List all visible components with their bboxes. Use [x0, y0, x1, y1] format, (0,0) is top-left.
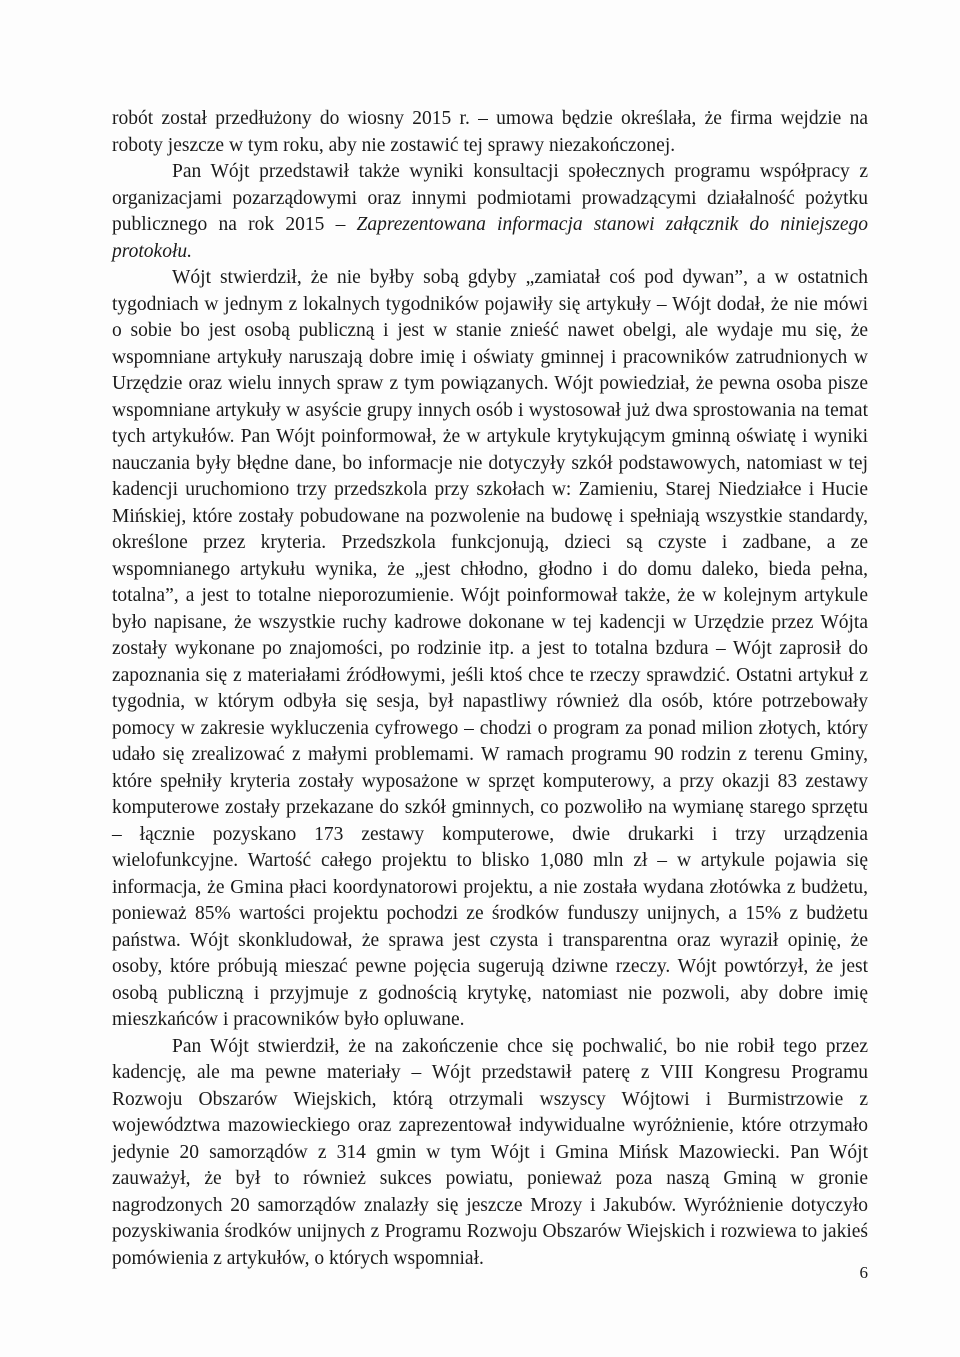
paragraph-4	[112, 1034, 868, 1273]
paragraph-3	[112, 265, 868, 1034]
paragraph-2-text: Pan Wójt przedstawił także wyniki konsultacji społecznych programu współpracy z organizacjami pozarządowymi oraz innymi podmiotami prowadzącymi działalność pożytku publicznego na rok 2015 –	[112, 161, 868, 235]
paragraph-2	[112, 159, 868, 265]
page-number: 6	[859, 1263, 868, 1282]
paragraph-1-text: robót został przedłużony do wiosny 2015 r. – umowa będzie określała, że firma wejdzie na roboty jeszcze w tym roku, aby nie zostawić tej sprawy niezakończonej.	[112, 108, 868, 156]
document-body	[112, 106, 868, 1272]
paragraph-3-text: Wójt stwierdził, że nie byłby sobą gdyby „zamiatał coś pod dywan”, a w ostatnich tygodniach w jednym z lokalnych tygodników pojawiły się artykuły – Wójt dodał, że nie mówi o sobie bo jest osobą publiczną i jest w stanie znieść nawet obelgi, ale wydaje mu się, że wspomniane artykuły naruszają dobre imię i oświaty gminnej i pracowników zatrudnionych w Urzędzie oraz wielu innych spraw z tym powiązanych. Wójt powiedział, że pewna osoba pisze wspomniane artykuły w asyście grupy innych osób i wystosował już dwa sprostowania na temat tych artykułów. Pan Wójt poinformował, że w artykule krytykującym gminną oświatę i wyniki nauczania były błędne dane, bo informacje nie dotyczyły szkół podstawowych, natomiast w tej kadencji uruchomiono trzy przedszkola przy szkołach w: Zamieniu, Starej Niedziałce i Hucie Mińskiej, które zostały pobudowane na pozwolenie na budowę i spełniają wszystkie standardy, określone przez kryteria. Przedszkola funkcjonują, dzieci są czyste i zadbane, a ze wspomnianego artykułu wynika, że „jest chłodno, głodno i do domu daleko, bieda pełna, totalna”, a jest to totalne nieporozumienie. Wójt poinformował także, że w kolejnym artykule było napisane, że wszystkie ruchy kadrowe dokonane w tej kadencji w Urzędzie przez Wójta zostały wykonane po znajomości, po rodzinie itp. a jest to totalna bzdura – Wójt zaprosił do zapoznania się z materiałami źródłowymi, jeśli ktoś chce te rzeczy sprawdzić. Ostatni artykuł z tygodnia, w którym odbyła się sesja, był napastliwy również dla osób, które potrzebowały pomocy w zakresie wykluczenia cyfrowego – chodzi o program za ponad milion złotych, który udało się zrealizować z małymi problemami. W ramach programu 90 rodzin z terenu Gminy, które spełniły kryteria zostały wyposażone w sprzęt komputerowy, a przy okazji 83 zestawy komputerowe zostały przekazane do szkół gminnych, co pozwoliło na wymianę starego sprzętu – łącznie pozyskano 173 zestawy komputerowe, dwie drukarki i trzy urządzenia wielofunkcyjne. Wartość całego projektu to blisko 1,080 mln zł – w artykule pojawia się informacja, że Gmina płaci koordynatorowi projektu, a nie została wydana złotówka z budżetu, ponieważ 85% wartości projektu pochodzi ze środków funduszy unijnych, a 15% z budżetu państwa. Wójt skonkludował, że sprawa jest czysta i transparentna oraz wyraził opinię, że osoby, które próbują mieszać pewne pojęcia sugerują dziwne rzeczy. Wójt powtórzył, że jest osobą publiczną i przyjmuje z godnością krytykę, natomiast nie pozwoli, aby dobre imię mieszkańców i pracowników było opluwane.	[112, 267, 868, 1030]
paragraph-1	[112, 106, 868, 159]
paragraph-2-italic-note: Zaprezentowana informacja stanowi załącznik do niniejszego protokołu.	[112, 214, 868, 262]
paragraph-4-text: Pan Wójt stwierdził, że na zakończenie chce się pochwalić, bo nie robił tego przez kadencję, ale ma pewne materiały – Wójt przedstawił paterę z VIII Kongresu Programu Rozwoju Obszarów Wiejskich, którą otrzymali wszyscy Wójtowi i Burmistrzowie z województwa mazowieckiego oraz zaprezentował indywidualne wyróżnienie, które otrzymało jedynie 20 samorządów z 314 gmin w tym Wójt i Gmina Mińsk Mazowiecki. Pan Wójt zauważył, że był to również sukces powiatu, ponieważ poza naszą Gminą w gronie nagrodzonych 20 samorządów znalazły się jeszcze Mrozy i Jakubów. Wyróżnienie dotyczyło pozyskiwania środków unijnych z Programu Rozwoju Obszarów Wiejskich i rozwiewa to jakieś pomówienia z artykułów, o których wspomniał.	[112, 1035, 868, 1269]
